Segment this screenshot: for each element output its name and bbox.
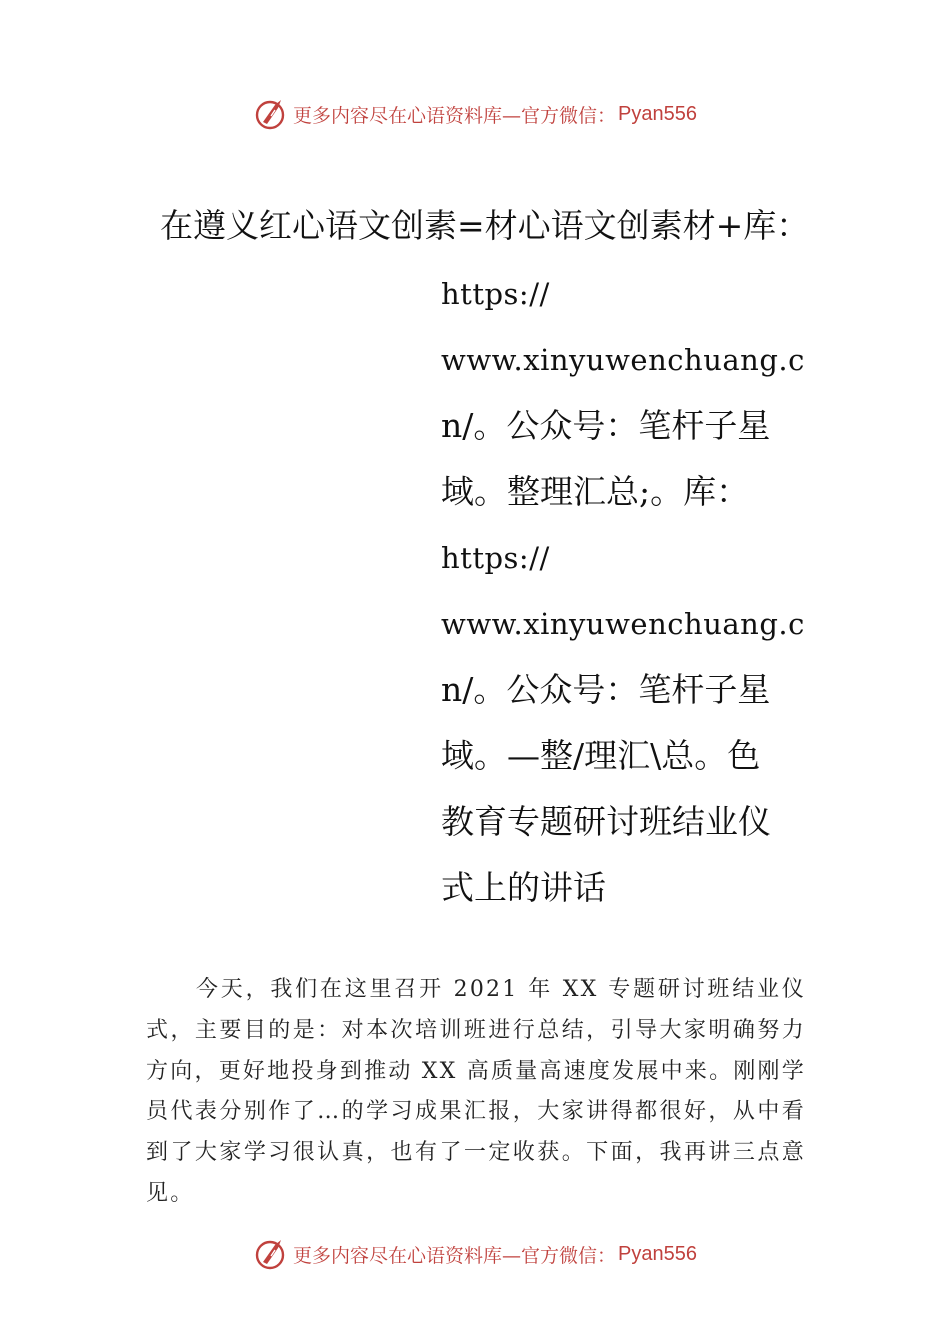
title-line: n/。公众号：笔杆子星 [441, 670, 771, 709]
title-line: 域。—整/理汇\总。色 [441, 736, 761, 775]
header-banner [0, 92, 950, 136]
title-line-1: 在遵义红心语文创素=材心语文创素材+库： [160, 206, 810, 245]
pen-nib-logo-icon [253, 96, 289, 132]
title-line: n/。公众号：笔杆子星 [441, 406, 771, 445]
footer-banner-text: 更多内容尽在心语资料库—官方微信： [293, 1244, 617, 1267]
title-line: https:// [441, 277, 550, 311]
title-line: www.xinyuwenchuang.c [441, 607, 805, 641]
footer-banner [0, 1232, 950, 1276]
pen-nib-logo-icon [253, 1236, 289, 1272]
header-wechat-id: Pyan556 [618, 102, 697, 125]
title-line: www.xinyuwenchuang.c [441, 343, 805, 377]
title-line: https:// [441, 541, 550, 575]
body-paragraph: 今天，我们在这里召开 2021 年 XX 专题研讨班结业仪式，主要目的是：对本次培训班进行总结，引导大家明确努力方向，更好地投身到推动 XX 高质量高速度发展中来。刚刚学员代表分别作了…的学习成果汇报，大家讲得都很好，从中看到了大家学习很认真，也有了一定收获。下面，我再讲三点意见。 [146, 977, 806, 1206]
footer-wechat-id: Pyan556 [618, 1242, 697, 1265]
title-line: 域。整理汇总;。库： [441, 472, 750, 511]
header-banner-text: 更多内容尽在心语资料库—官方微信： [293, 104, 617, 127]
title-line: 式上的讲话 [441, 868, 606, 907]
title-block [441, 270, 805, 930]
title-line: 教育专题研讨班结业仪 [441, 802, 771, 841]
